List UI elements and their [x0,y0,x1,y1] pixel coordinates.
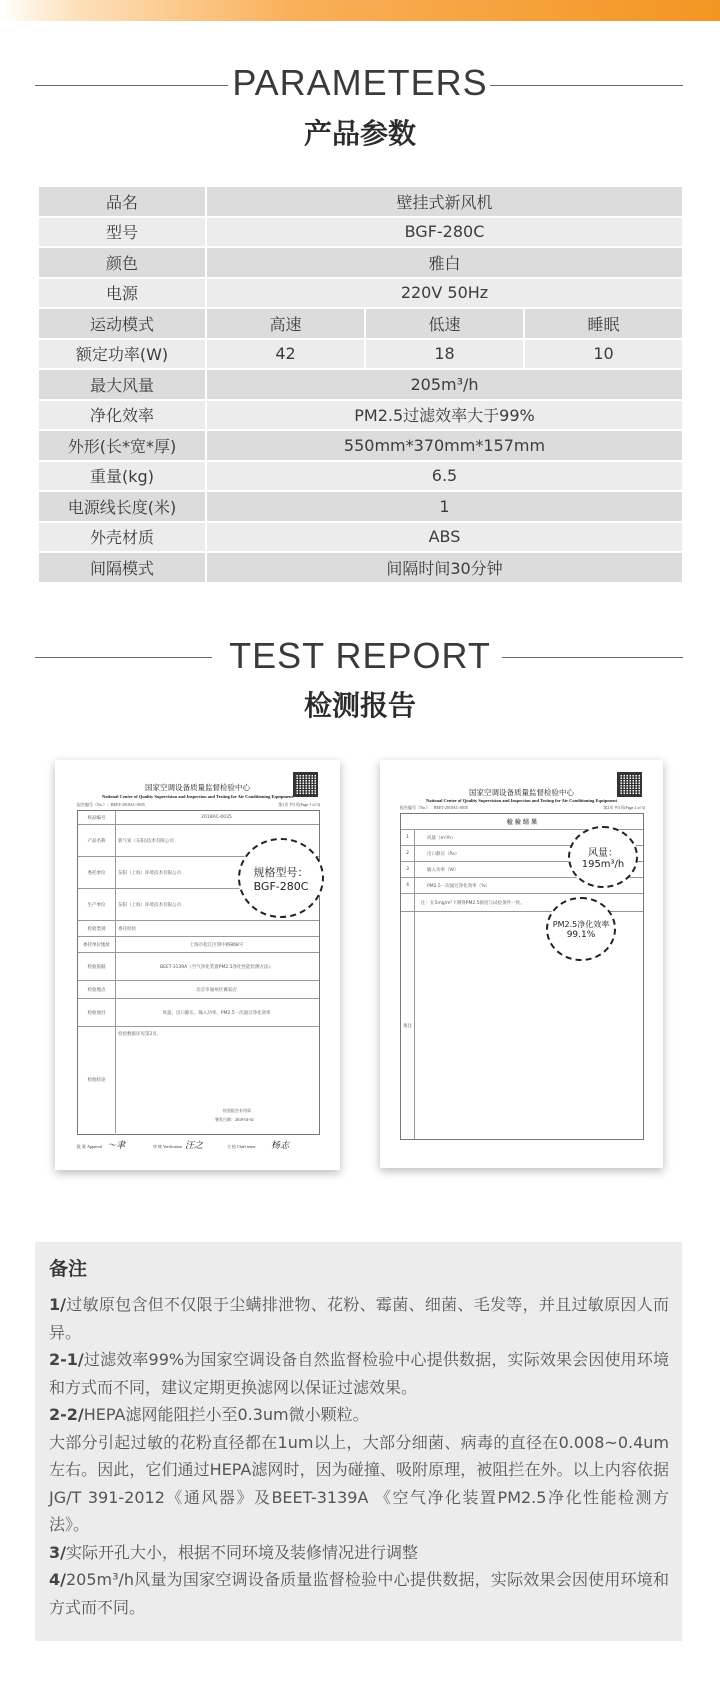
param-value: 间隔时间30分钟 [206,552,683,583]
form-label: 样品编号 [78,811,116,824]
stamp-label: 检验报告专用章 [223,1108,251,1113]
form-value: 风量、出口静压、输入功率、PM2.5一次通过净化效率 [162,1010,271,1016]
param-value: ABS [206,522,683,553]
form-row [78,981,319,999]
param-value: 10 [524,339,683,370]
param-label: 运动模式 [38,308,206,339]
param-label: 外壳材质 [38,522,206,553]
form-label: 检验地点 [78,981,116,998]
report-page-number: 第2页 共3页(Page 2 of 3) [603,805,645,810]
results-remark-label: 备注 [401,912,415,1139]
param-row [38,491,683,522]
param-label: 最大风量 [38,369,206,400]
form-label: 检验依据 [78,953,116,980]
signature-verification-label: 审 核 Verification [153,1144,182,1149]
param-label: 品名 [38,186,206,217]
form-label: 生产单位 [78,889,116,920]
param-row [38,186,683,217]
param-label: 电源线长度(米) [38,491,206,522]
report-number: 报告编号（No.）：BEET-2018AC-0035 [400,805,468,810]
note-text: 大部分引起过敏的花粉直径都在1um以上，大部分细菌、病毒的直径在0.008~0.4um左右。因此，它们通过HEPA滤网时，因为碰撞、吸附原理，被阻拦在外。以上内容依据JG/T 391-2012《通风器》及BEET-3139A 《空气净化装置PM2.5净化性能检测方法》。 [49,1432,669,1534]
note-text: HEPA滤网能阻拦小至0.3um微小颗粒。 [83,1405,369,1424]
issue-date: 签发日期：2018-04-02 [215,1117,254,1122]
form-row [78,921,319,937]
params-title-en: PARAMETERS [232,62,488,103]
signature-approval-label: 批 准 Approval [77,1144,103,1149]
param-value: 42 [206,339,365,370]
results-note: 注：在5mg/m³下测得PM2.5浓度与试验条件一致。 [421,900,525,906]
param-row [38,217,683,248]
pm25-callout-label: PM2.5净化效率 [552,919,610,929]
param-label: 颜色 [38,247,206,278]
form-label: 检验项目 [78,999,116,1026]
results-header: 检 验 结 果 [506,819,538,826]
form-row [78,1027,319,1133]
param-value: 1 [206,491,683,522]
param-value: BGF-280C [206,217,683,248]
report-org-title: 国家空调设备质量监督检验中心 [145,783,250,792]
results-item: 出口静压（Pa） [427,851,460,857]
form-value: 2018AC-0035 [201,815,232,820]
form-row [78,811,319,825]
model-callout-value: BGF-280C [253,879,309,893]
signature-approval-scribble: 〜聿 [107,1141,126,1151]
top-accent-bar [0,0,720,21]
report-org-title: 国家空调设备质量监督检验中心 [469,788,574,797]
report-org-title-en: National Center of Quality Supervision and Inspection and Testing for Air Conditioning Equipment [101,794,294,799]
results-index: 1 [401,830,415,845]
form-label: 委托单位 [78,857,116,888]
form-value: 新气家（东阳)技术有限公司 [118,838,174,844]
param-value: 壁挂式新风机 [206,186,683,217]
param-row [38,278,683,309]
param-row [38,369,683,400]
note-number: 3/ [49,1542,66,1562]
form-label: 检验类别 [78,921,116,936]
airflow-callout [568,826,638,888]
param-value: 6.5 [206,461,683,492]
param-row [38,308,683,339]
form-label: 委托单位地址 [78,937,116,952]
note-text: 实际开孔大小，根据不同环境及装修情况进行调整 [65,1542,418,1562]
form-value: 委托检验 [118,926,136,932]
note-item [49,1291,669,1346]
results-item: 输入功率（W） [427,867,459,873]
notes-title: 备注 [49,1258,88,1280]
model-callout-label: 规格型号： [253,865,309,879]
form-value: 北京市通州区翼家店 [196,987,237,993]
signature-chief-scribble: 杨志 [271,1141,290,1151]
param-value: 高速 [206,308,365,339]
results-index: 2 [401,846,415,861]
results-item: 风量（m³/h） [427,835,456,841]
param-value: PM2.5过滤效率大于99% [206,400,683,431]
results-index: 4 [401,878,415,893]
note-number: 4/ [49,1570,66,1589]
note-text: 过滤效率99%为国家空调设备自然监督检验中心提供数据，实际效果会因使用环境和方式而不同，建议定期更换滤网以保证过滤效果。 [49,1350,669,1397]
param-value: 低速 [365,308,524,339]
form-label: 检验结论 [78,1027,116,1133]
note-item [49,1346,669,1401]
form-value: 上海市松江区明中路868号 [189,942,244,948]
results-index: 3 [401,862,415,877]
signature-verification-scribble: 汪之 [185,1141,204,1151]
note-item [49,1429,669,1539]
param-value: 18 [365,339,524,370]
form-row [78,937,319,953]
form-label: 产品名称 [78,825,116,856]
params-title-zh: 产品参数 [303,117,416,150]
note-text: 205m³/h风量为国家空调设备质量监督检验中心提供数据，实际效果会因使用环境和方式而不同。 [49,1570,669,1617]
model-callout [238,838,324,918]
param-value: 220V 50Hz [206,278,683,309]
report-page-number: 第1页 共3页(Page 1 of 3) [278,802,320,807]
form-value: BEET-3139A《空气净化装置PM2.5净化性能检测方法》 [159,964,273,970]
param-row [38,522,683,553]
airflow-callout-label: 风量： [588,848,618,859]
airflow-callout-value: 195m³/h [581,859,625,870]
report-title-en: TEST REPORT [229,635,491,676]
param-label: 重量(kg) [38,461,206,492]
param-row [38,552,683,583]
param-row [38,400,683,431]
test-report-page-2 [380,760,663,1168]
note-item [49,1401,669,1429]
param-label: 型号 [38,217,206,248]
param-label: 间隔模式 [38,552,206,583]
param-value: 睡眠 [524,308,683,339]
note-number: 2-2/ [49,1405,84,1424]
note-item [49,1539,669,1567]
note-text: 过敏原包含但不仅限于尘螨排泄物、花粉、霉菌、细菌、毛发等，并且过敏原因人而异。 [49,1295,669,1342]
report-number: 报告编号（No.）：BEET-2018AC-0035 [77,802,145,807]
params-table [37,185,684,584]
form-row [78,953,319,981]
form-row [78,999,319,1027]
notes-body [49,1291,669,1621]
notes-box [35,1242,682,1641]
pm25-callout [546,897,616,961]
form-value: 东阳（上海）环境技术有限公司 [118,902,181,908]
param-label: 外形(长*宽*厚) [38,430,206,461]
form-value: 东阳（上海）环境技术有限公司 [118,870,181,876]
pm25-callout-value: 99.1% [566,929,596,940]
report-title-zh: 检测报告 [303,689,416,722]
param-row [38,461,683,492]
note-item [49,1566,669,1621]
param-row [38,247,683,278]
param-label: 电源 [38,278,206,309]
param-label: 额定功率(W) [38,339,206,370]
note-number: 2-1/ [49,1350,84,1369]
form-value: 检验数据详见第2页。 [118,1032,162,1037]
param-value: 雅白 [206,247,683,278]
test-report-page-1 [55,760,340,1170]
note-number: 1/ [49,1295,66,1314]
results-index [401,894,415,911]
results-item: PM2.5一次通过净化效率（%） [427,883,491,889]
report-org-title-en: National Center of Quality Supervision and Inspection and Testing for Air Conditioning Equipment [425,798,618,803]
signature-chief-label: 主 检 Chief tester [227,1144,256,1149]
param-label: 净化效率 [38,400,206,431]
param-value: 205m³/h [206,369,683,400]
param-row [38,339,683,370]
param-value: 550mm*370mm*157mm [206,430,683,461]
param-row [38,430,683,461]
